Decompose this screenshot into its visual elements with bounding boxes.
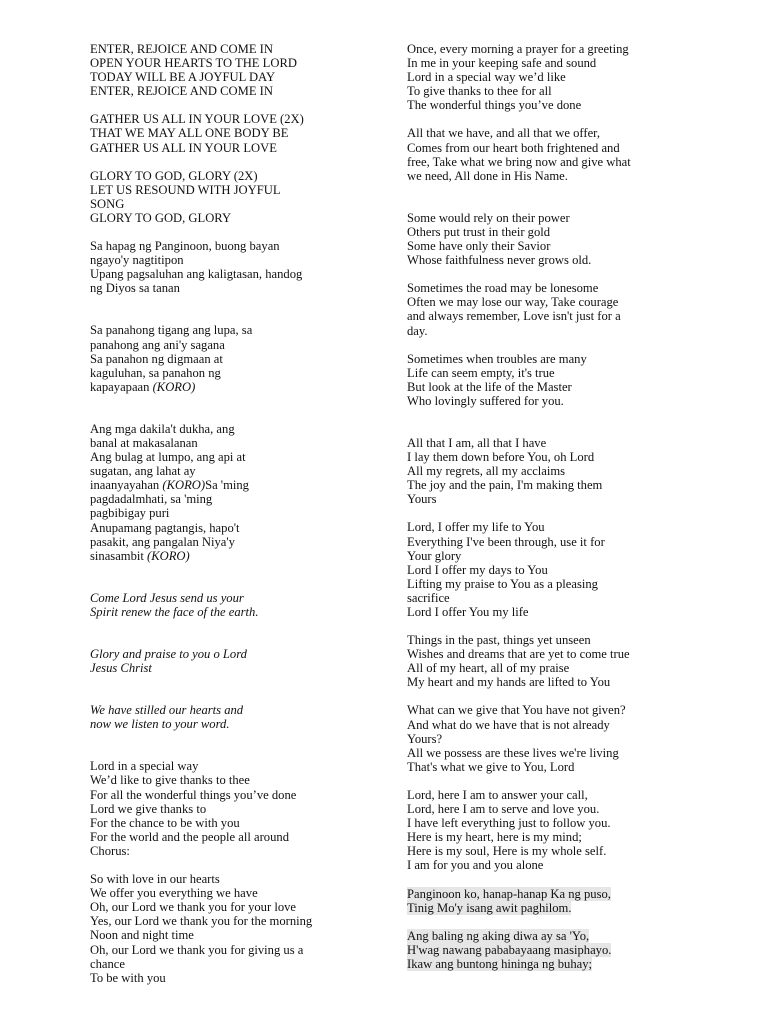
lyric-line: Noon and night time xyxy=(90,928,194,943)
lyric-line: Glory and praise to you o Lord xyxy=(90,647,247,661)
lyric-line: GATHER US ALL IN YOUR LOVE (2X) xyxy=(90,112,304,127)
lyric-stanza xyxy=(407,436,707,506)
lyric-line: To be with you xyxy=(90,970,166,985)
lyric-stanza xyxy=(407,352,707,408)
lyric-stanza xyxy=(90,112,380,154)
lyric-line: Here is my soul, Here is my whole self. xyxy=(407,844,607,859)
lyric-line: Yours? xyxy=(407,731,443,746)
lyric-line: Comes from our heart both frightened and xyxy=(407,140,620,155)
lyric-line: That's what we give to You, Lord xyxy=(407,759,575,774)
lyric-line: All we possess are these lives we're living xyxy=(407,745,619,760)
lyric-line: Sa hapag ng Panginoon, buong bayan xyxy=(90,239,280,254)
lyric-stanza xyxy=(90,703,380,731)
lyric-line: For all the wonderful things you’ve done xyxy=(90,787,297,802)
lyric-line: Sometimes the road may be lonesome xyxy=(407,281,599,296)
lyric-line: kaguluhan, sa panahon ng xyxy=(90,365,221,380)
lyric-line: I have left everything just to follow you. xyxy=(407,816,611,831)
lyric-line: Anupamang pagtangis, hapo't xyxy=(90,520,240,535)
lyric-line: and always remember, Love isn't just for a xyxy=(407,309,621,324)
lyric-line: We’d like to give thanks to thee xyxy=(90,773,250,788)
lyric-line: Others put trust in their gold xyxy=(407,224,551,239)
lyric-line: pasakit, ang pangalan Niya'y xyxy=(90,534,235,549)
lyric-line: Oh, our Lord we thank you for your love xyxy=(90,900,297,915)
chorus-marker: (KORO) xyxy=(152,379,196,394)
lyric-line: The wonderful things you’ve done xyxy=(407,98,582,113)
chorus-marker: (KORO) xyxy=(147,548,190,563)
lyric-text: Sa 'ming xyxy=(205,478,249,493)
lyric-stanza xyxy=(90,239,380,295)
lyric-line: Lord in a special way xyxy=(90,759,199,774)
lyric-line: All of my heart, all of my praise xyxy=(407,661,570,676)
lyric-line: GLORY TO GOD, GLORY xyxy=(90,210,232,225)
lyric-line: Yours xyxy=(407,492,437,507)
highlighted-text: Ikaw ang buntong hininga ng buhay; xyxy=(407,956,593,971)
lyric-stanza xyxy=(407,211,707,267)
lyric-line: Wishes and dreams that are yet to come true xyxy=(407,647,630,662)
lyric-line: We have stilled our hearts and xyxy=(90,703,244,718)
lyric-line: What can we give that You have not given? xyxy=(407,703,626,718)
highlighted-text: Tinig Mo'y isang awit paghilom. xyxy=(407,900,572,915)
lyric-line: Everything I've been through, use it for xyxy=(407,534,605,549)
lyric-stanza xyxy=(90,42,380,98)
lyric-line: Lord in a special way we’d like xyxy=(407,70,566,85)
lyric-line: pagbibigay puri xyxy=(90,506,170,521)
highlighted-text: Ang baling ng aking diwa ay sa 'Yo, xyxy=(407,928,590,943)
lyric-line xyxy=(407,929,707,943)
lyric-line: Chorus: xyxy=(90,843,130,858)
lyric-stanza xyxy=(90,323,380,379)
lyric-line: Often we may lose our way, Take courage xyxy=(407,295,619,310)
lyric-line: Lifting my praise to You as a pleasing xyxy=(407,576,598,591)
lyric-line: Lord I offer my days to You xyxy=(407,562,548,577)
lyric-text: sinasambit xyxy=(90,548,148,563)
lyric-line: ENTER, REJOICE AND COME IN xyxy=(90,84,273,99)
lyric-line: The joy and the pain, I'm making them xyxy=(407,478,603,493)
lyric-line: GATHER US ALL IN YOUR LOVE xyxy=(90,140,277,155)
lyric-line: Once, every morning a prayer for a greeting xyxy=(407,42,629,56)
lyric-line: Come Lord Jesus send us your xyxy=(90,590,244,605)
lyric-stanza xyxy=(407,633,707,689)
lyric-line: Lord, I offer my life to You xyxy=(407,520,545,535)
lyric-line: chance xyxy=(90,956,125,971)
lyric-line: banal at makasalanan xyxy=(90,435,198,450)
lyric-line xyxy=(90,549,380,563)
lyric-line: I am for you and you alone xyxy=(407,858,544,873)
lyric-line: Here is my heart, here is my mind; xyxy=(407,830,582,845)
lyric-line: SONG xyxy=(90,196,125,211)
lyric-stanza xyxy=(90,647,380,675)
lyric-line: now we listen to your word. xyxy=(90,717,230,732)
lyric-text: inaanyayahan xyxy=(90,478,163,493)
lyric-stanza xyxy=(90,872,380,985)
lyric-line xyxy=(407,887,707,901)
lyric-stanza xyxy=(407,929,707,971)
lyric-line: TODAY WILL BE A JOYFUL DAY xyxy=(90,70,276,85)
lyric-line: Things in the past, things yet unseen xyxy=(407,633,591,648)
lyric-line: For the chance to be with you xyxy=(90,815,240,830)
lyric-line: We offer you everything we have xyxy=(90,886,258,901)
lyric-stanza xyxy=(407,520,707,619)
highlighted-text: Panginoon ko, hanap-hanap Ka ng puso, xyxy=(407,886,611,901)
lyric-line xyxy=(407,901,707,915)
lyric-stanza xyxy=(407,126,707,182)
lyric-line: For the world and the people all around xyxy=(90,829,289,844)
chorus-marker: (KORO) xyxy=(162,478,206,493)
lyric-stanza xyxy=(90,591,380,619)
lyric-line: free, Take what we bring now and give what xyxy=(407,154,631,169)
lyric-line: Some have only their Savior xyxy=(407,239,551,254)
lyric-line xyxy=(90,478,380,492)
lyric-stanza xyxy=(90,759,380,858)
lyric-line: Jesus Christ xyxy=(90,661,152,676)
lyric-stanza xyxy=(90,492,380,548)
lyric-line xyxy=(90,380,380,394)
lyric-line: My heart and my hands are lifted to You xyxy=(407,675,611,690)
lyric-line: So with love in our hearts xyxy=(90,872,220,887)
lyric-line: ngayo'y nagtitipon xyxy=(90,253,184,268)
lyric-line: Spirit renew the face of the earth. xyxy=(90,604,259,619)
lyric-line: day. xyxy=(407,323,428,338)
lyric-line: But look at the life of the Master xyxy=(407,379,572,394)
lyric-line: Yes, our Lord we thank you for the morning xyxy=(90,914,313,929)
lyric-stanza xyxy=(90,549,380,563)
lyric-line: GLORY TO GOD, GLORY (2X) xyxy=(90,168,258,183)
lyric-stanza xyxy=(407,887,707,915)
lyric-line: LET US RESOUND WITH JOYFUL xyxy=(90,182,281,197)
lyric-line: Ang mga dakila't dukha, ang xyxy=(90,421,235,436)
lyric-line: ng Diyos sa tanan xyxy=(90,281,180,296)
lyric-line: All that I am, all that I have xyxy=(407,435,547,450)
lyric-line: Who lovingly suffered for you. xyxy=(407,393,564,408)
left-column xyxy=(90,42,380,985)
lyric-line: Upang pagsaluhan ang kaligtasan, handog xyxy=(90,267,303,282)
lyric-text: kapayapaan xyxy=(90,379,153,394)
lyric-line: Oh, our Lord we thank you for giving us a xyxy=(90,942,304,957)
lyric-stanza xyxy=(407,42,707,112)
lyric-line: Ang bulag at lumpo, ang api at xyxy=(90,450,246,465)
lyric-line: OPEN YOUR HEARTS TO THE LORD xyxy=(90,56,297,71)
lyric-line: Lord, here I am to serve and love you. xyxy=(407,802,600,817)
lyric-line: Your glory xyxy=(407,548,462,563)
lyric-line: Sa panahon ng digmaan at xyxy=(90,351,223,366)
lyric-line: In me in your keeping safe and sound xyxy=(407,56,597,71)
lyric-line xyxy=(407,943,707,957)
lyric-line: All that we have, and all that we offer, xyxy=(407,126,600,141)
lyric-line: I lay them down before You, oh Lord xyxy=(407,450,595,465)
right-column xyxy=(407,42,707,971)
lyric-stanza xyxy=(90,478,380,492)
lyric-line: Life can seem empty, it's true xyxy=(407,365,555,380)
lyric-line: All my regrets, all my acclaims xyxy=(407,464,566,479)
lyric-line: Lord we give thanks to xyxy=(90,801,207,816)
lyric-line: panahong ang ani'y sagana xyxy=(90,337,225,352)
lyric-line: Sometimes when troubles are many xyxy=(407,351,587,366)
lyric-stanza xyxy=(90,169,380,225)
lyric-stanza xyxy=(407,703,707,773)
lyric-line: pagdadalmhati, sa 'ming xyxy=(90,492,213,507)
lyric-line: sacrifice xyxy=(407,590,450,605)
lyric-stanza xyxy=(90,422,380,478)
lyric-line: Some would rely on their power xyxy=(407,210,570,225)
lyric-line: THAT WE MAY ALL ONE BODY BE xyxy=(90,126,289,141)
lyric-line: Sa panahong tigang ang lupa, sa xyxy=(90,323,253,338)
lyric-line: sugatan, ang lahat ay xyxy=(90,464,196,479)
lyric-line xyxy=(407,957,707,971)
lyric-stanza xyxy=(407,788,707,873)
lyric-line: Lord, here I am to answer your call, xyxy=(407,787,588,802)
lyric-line: Lord I offer You my life xyxy=(407,605,529,619)
lyric-stanza xyxy=(90,380,380,394)
lyric-line: To give thanks to thee for all xyxy=(407,84,552,99)
lyric-stanza xyxy=(407,281,707,337)
lyric-line: And what do we have that is not already xyxy=(407,717,610,732)
lyric-line: we need, All done in His Name. xyxy=(407,168,568,183)
lyric-line: Whose faithfulness never grows old. xyxy=(407,253,592,268)
highlighted-text: H'wag nawang pababayaang masiphayo. xyxy=(407,942,612,957)
lyric-line: ENTER, REJOICE AND COME IN xyxy=(90,42,273,56)
